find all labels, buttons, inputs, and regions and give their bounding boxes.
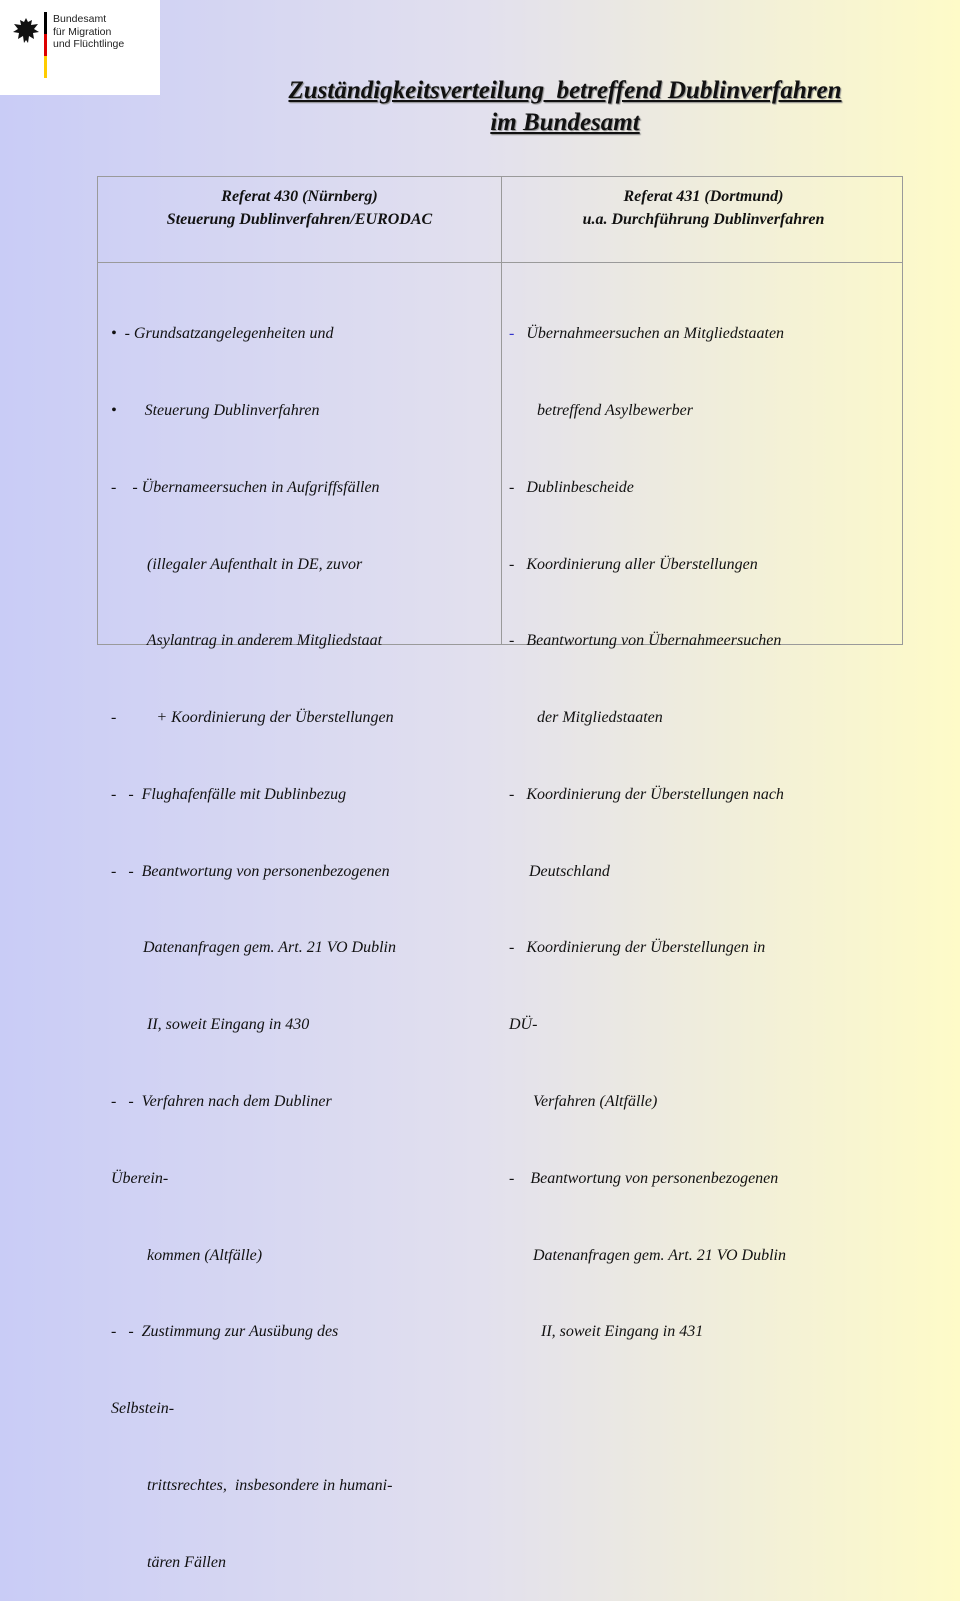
right-line: - Beantwortung von personenbezogenen [509,1169,779,1187]
left-line: Selbstein- [111,1400,175,1418]
right-header-line-2: u.a. Durchführung Dublinverfahren [582,211,825,228]
left-header-line-1: Referat 430 (Nürnberg) [221,188,378,205]
left-line: - - Übernameersuchen in Aufgriffsfällen [111,478,380,496]
left-line: II, soweit Eingang in 430 [111,1016,310,1034]
right-first-text: Übernahmeersuchen an Mitgliedstaaten [514,325,785,343]
left-line: (illegaler Aufenthalt in DE, zuvor [111,555,363,573]
right-line: - Koordinierung der Überstellungen nach [509,785,784,803]
right-header-line-1: Referat 431 (Dortmund) [623,188,784,205]
right-line: - Dublinbescheide [509,478,634,496]
logo-line-3: und Flüchtlinge [53,38,125,50]
right-line: - Koordinierung aller Überstellungen [509,555,758,573]
blue-dash: - [509,325,515,343]
left-line: - + Koordinierung der Überstellungen [111,709,394,727]
left-line: Datenanfragen gem. Art. 21 VO Dublin [111,939,396,957]
right-line: Datenanfragen gem. Art. 21 VO Dublin [509,1246,786,1264]
left-line: Asylantrag in anderem Mitgliedstaat [111,632,383,650]
right-line-first [509,321,786,347]
federal-eagle-icon [12,16,40,46]
logo-text [53,13,124,51]
right-line: Deutschland [509,862,610,880]
right-column-content [509,270,786,1371]
left-column-header [98,185,501,231]
left-line: kommen (Altfälle) [111,1246,263,1264]
logo-line-1: Bundesamt [53,13,107,25]
german-flag-stripe [44,12,47,78]
right-line: - Koordinierung der Überstellungen in [509,939,766,957]
left-line: • Steuerung Dublinverfahren [111,401,320,419]
left-line: - - Zustimmung zur Ausübung des [111,1323,339,1341]
left-line: - - Beantwortung von personenbezogenen [111,862,390,880]
left-line: - - Flughafenfälle mit Dublinbezug [111,785,347,803]
right-line: Verfahren (Altfälle) [509,1093,658,1110]
page-title [190,75,940,139]
left-line: - - Verfahren nach dem Dubliner [111,1093,332,1110]
left-line: tären Fällen [111,1553,226,1571]
right-line: - Beantwortung von Übernahmeersuchen [509,632,782,650]
title-line-1: Zuständigkeitsverteilung betreffend Dublinverfahren [288,77,842,104]
left-line: trittsrechtes, insbesondere in humani- [111,1476,393,1494]
left-line: • - Grundsatzangelegenheiten und [111,325,334,343]
left-line: Überein- [111,1169,169,1187]
right-line: betreffend Asylbewerber [509,401,693,419]
table-header-divider [98,262,902,263]
logo-box [0,0,160,95]
logo-line-2: für Migration [53,25,112,38]
right-line: der Mitgliedstaaten [509,709,663,727]
left-column-content [111,270,396,1601]
left-header-line-2: Steuerung Dublinverfahren/EURODAC [166,211,433,228]
right-line: DÜ- [509,1016,538,1034]
right-column-header [502,185,905,231]
title-line-2: im Bundesamt [490,109,640,136]
table-column-divider [501,177,502,644]
right-line: II, soweit Eingang in 431 [509,1323,704,1341]
